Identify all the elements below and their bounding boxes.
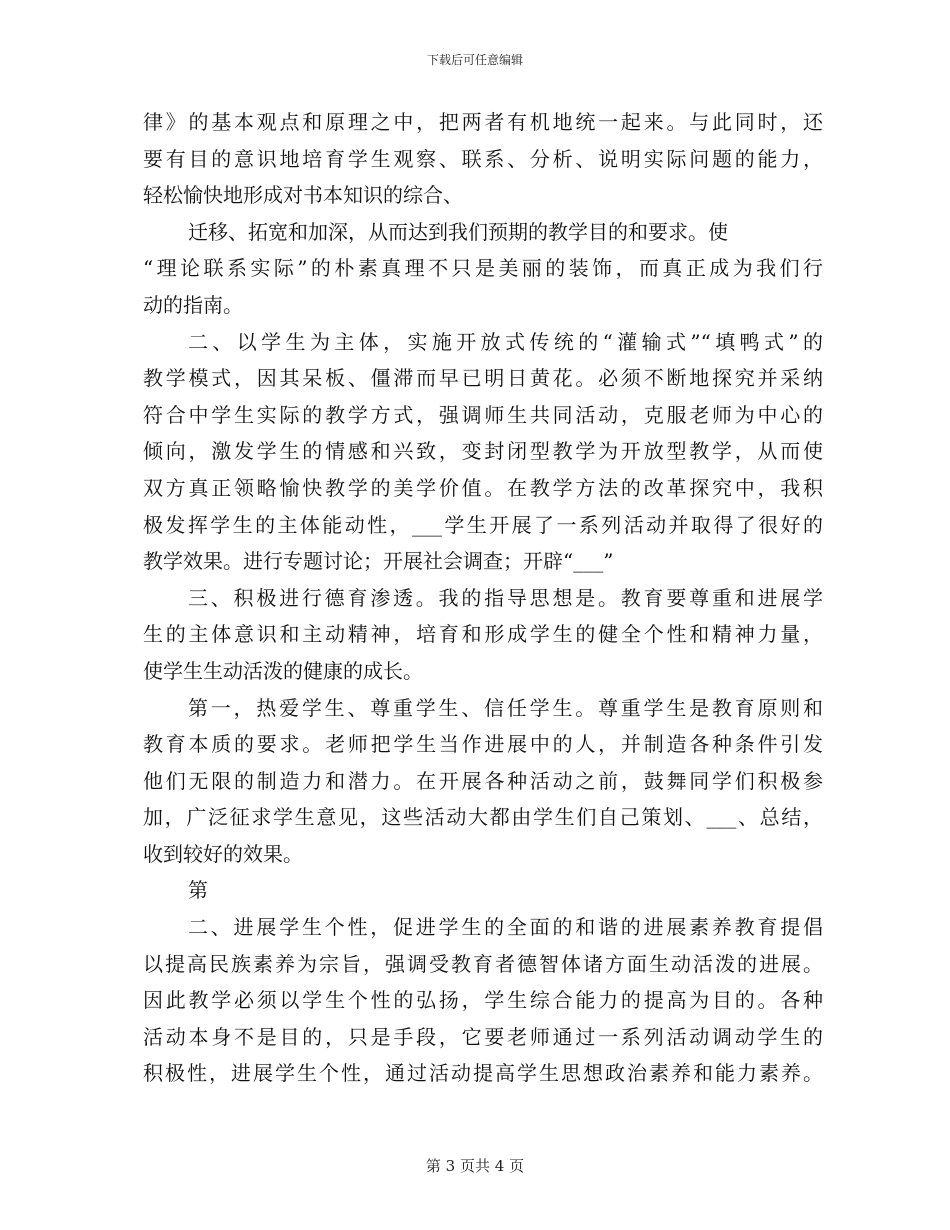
text-line: 第	[188, 878, 208, 903]
text-line: 律》的基本观点和原理之中，把两者有机地统一起来。与此同时，还	[143, 110, 823, 134]
text-line: 要有目的意识地培育学生观察、联系、分析、说明实际问题的能力，	[143, 146, 823, 171]
text-line: 迁移、拓宽和加深，从而达到我们预期的教学目的和要求。使	[188, 219, 728, 244]
page-header: 下载后可任意编辑	[426, 53, 523, 67]
text-line: 教育本质的要求。老师把学生当作进展中的人，并制造各种条件引发	[143, 732, 823, 757]
text-line: 教学效果。进行专题讨论；开展社会调查；开辟“___”	[143, 549, 614, 574]
text-line: 加，广泛征求学生意见，这些活动大都由学生们自己策划、___、总结，	[143, 805, 823, 830]
text-line: 极发挥学生的主体能动性，___学生开展了一系列活动并取得了很好的	[143, 512, 823, 537]
text-line: 使学生生动活泼的健康的成长。	[143, 658, 423, 683]
text-line: 积极性，进展学生个性，通过活动提高学生思想政治素养和能力素养。	[143, 1061, 823, 1086]
text-line: 以提高民族素养为宗旨，强调受教育者德智体诸方面生动活泼的进展。	[143, 951, 823, 976]
text-line: 因此教学必须以学生个性的弘扬，学生综合能力的提高为目的。各种	[143, 988, 823, 1013]
text-line: 教学模式，因其呆板、僵滞而早已明日黄花。必须不断地探究并采纳	[143, 366, 823, 391]
text-line: “理论联系实际”的朴素真理不只是美丽的装饰，而真正成为我们行	[143, 256, 823, 281]
text-line: 符合中学生实际的教学方式，强调师生共同活动，克服老师为中心的	[143, 402, 823, 427]
text-line: 收到较好的效果。	[143, 841, 303, 866]
text-line: 倾向，激发学生的情感和兴致，变封闭型教学为开放型教学，从而使	[143, 439, 823, 464]
text-line: 生的主体意识和主动精神，培育和形成学生的健全个性和精神力量，	[143, 622, 823, 647]
text-line: 二、以学生为主体，实施开放式传统的“灌输式”“填鸭式”的	[188, 329, 823, 354]
document-body	[143, 104, 823, 1092]
text-line: 双方真正领略愉快教学的美学价值。在教学方法的改革探究中，我积	[143, 475, 823, 500]
text-line: 动的指南。	[143, 292, 243, 317]
text-line: 活动本身不是目的，只是手段，它要老师通过一系列活动调动学生的	[143, 1024, 823, 1049]
text-line: 第一，热爱学生、尊重学生、信任学生。尊重学生是教育原则和	[188, 695, 823, 720]
text-line: 轻松愉快地形成对书本知识的综合、	[143, 183, 463, 208]
text-line: 三、积极进行德育渗透。我的指导思想是。教育要尊重和进展学	[188, 585, 823, 610]
text-line: 二、进展学生个性，促进学生的全面的和谐的进展素养教育提倡	[188, 915, 823, 940]
text-line: 他们无限的制造力和潜力。在开展各种活动之前，鼓舞同学们积极参	[143, 768, 823, 793]
page-footer: 第 3 页共 4 页	[425, 1157, 525, 1175]
